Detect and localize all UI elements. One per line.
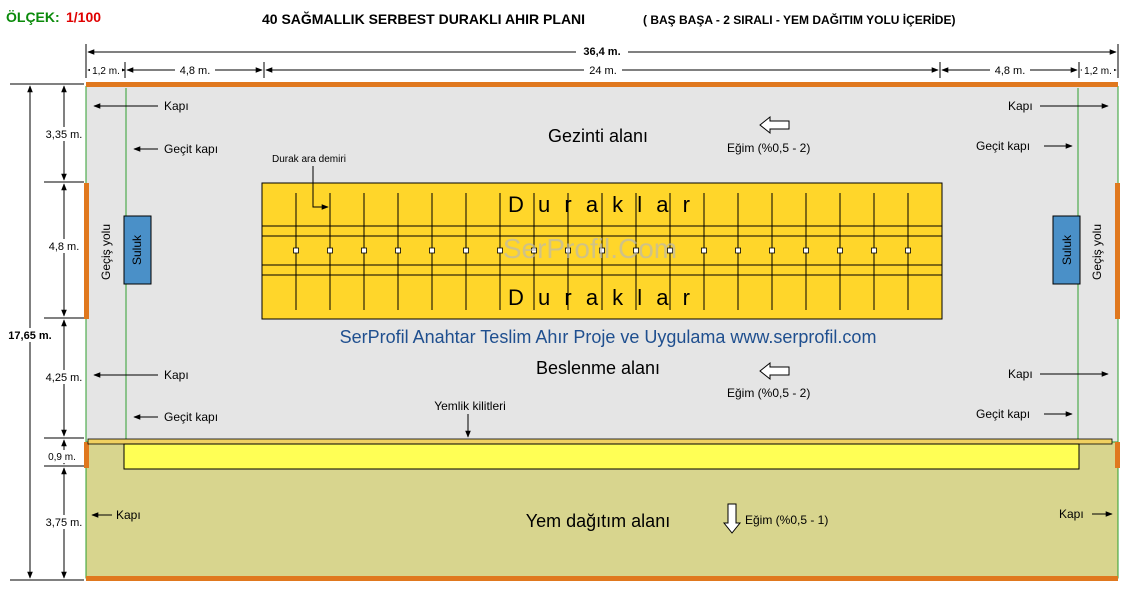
stall-post	[736, 248, 741, 253]
left-water-trough-label: Suluk	[130, 234, 144, 266]
dim-seg-5: 1,2 m.	[1084, 66, 1112, 77]
stall-post	[362, 248, 367, 253]
dim-vert-1: 3,35 m.	[45, 129, 83, 141]
pass-door-label-top-right: Geçit kapı	[976, 139, 1031, 153]
walk-area-label: Gezinti alanı	[547, 126, 649, 146]
slope-label-2: Eğim (%0,5 - 2)	[727, 386, 811, 400]
dim-vert-5: 3,75 m.	[45, 517, 83, 529]
dim-seg-1: 1,2 m.	[92, 66, 120, 77]
dim-vert-4: 0,9 m.	[48, 452, 76, 463]
right-passage-label: Geçiş yolu	[1090, 223, 1104, 281]
right-water-trough-label: Suluk	[1060, 234, 1074, 266]
feed-trough	[124, 444, 1079, 469]
scale-label: ÖLÇEK:	[6, 9, 60, 25]
total-width-label: 36,4 m.	[583, 46, 621, 58]
door-label-top-right: Kapı	[1008, 99, 1033, 113]
feeder-rail	[88, 439, 1112, 444]
slope-label-1: Eğim (%0,5 - 2)	[727, 141, 811, 155]
stall-post	[702, 248, 707, 253]
stalls-label-top: D u r a k l a r	[508, 192, 694, 217]
feed-area-label: Beslenme alanı	[535, 358, 661, 378]
dim-seg-4: 4,8 m.	[994, 65, 1026, 77]
height-dimension-labels	[5, 127, 86, 529]
width-dimension-labels	[90, 44, 1114, 77]
feeder-locks-annotation: Yemlik kilitleri	[434, 399, 506, 413]
stall-post	[838, 248, 843, 253]
dim-vert-3: 4,25 m.	[45, 372, 83, 384]
watermark: SerProfil.Com	[502, 233, 678, 264]
stall-bar-annotation: Durak ara demiri	[272, 154, 346, 165]
stall-post	[464, 248, 469, 253]
door-label-road-right: Kapı	[1059, 507, 1084, 521]
total-height-label: 17,65 m.	[8, 330, 52, 342]
door-label-mid-left: Kapı	[164, 368, 189, 382]
slope-label-3: Eğim (%0,5 - 1)	[745, 513, 829, 527]
distribution-area-label: Yem dağıtım alanı	[525, 511, 671, 531]
stall-post	[396, 248, 401, 253]
dim-seg-3: 24 m.	[589, 65, 617, 77]
door-label-top-left: Kapı	[164, 99, 189, 113]
stall-post	[804, 248, 809, 253]
company-banner: SerProfil Anahtar Teslim Ahır Proje ve Uygulama www.serprofil.com	[339, 327, 877, 347]
stall-post	[872, 248, 877, 253]
door-label-mid-right: Kapı	[1008, 367, 1033, 381]
pass-door-label-bottom-right: Geçit kapı	[976, 407, 1031, 421]
door-label-road-left: Kapı	[116, 508, 141, 522]
stall-post	[294, 248, 299, 253]
stall-post	[498, 248, 503, 253]
stall-post	[906, 248, 911, 253]
scale-value: 1/100	[66, 9, 102, 25]
stalls-label-bottom: D u r a k l a r	[508, 285, 694, 310]
stall-post	[770, 248, 775, 253]
pass-door-label-top-left: Geçit kapı	[164, 142, 219, 156]
dim-vert-2: 4,8 m.	[48, 241, 80, 253]
page-title: 40 SAĞMALLIK SERBEST DURAKLI AHIR PLANI	[262, 11, 586, 27]
stall-post	[328, 248, 333, 253]
page-subtitle: ( BAŞ BAŞA - 2 SIRALI - YEM DAĞITIM YOLU İÇERİDE)	[643, 13, 956, 27]
stall-post	[430, 248, 435, 253]
pass-door-label-bottom-left: Geçit kapı	[164, 410, 219, 424]
left-passage-label: Geçiş yolu	[99, 223, 113, 281]
dim-seg-2: 4,8 m.	[179, 65, 211, 77]
